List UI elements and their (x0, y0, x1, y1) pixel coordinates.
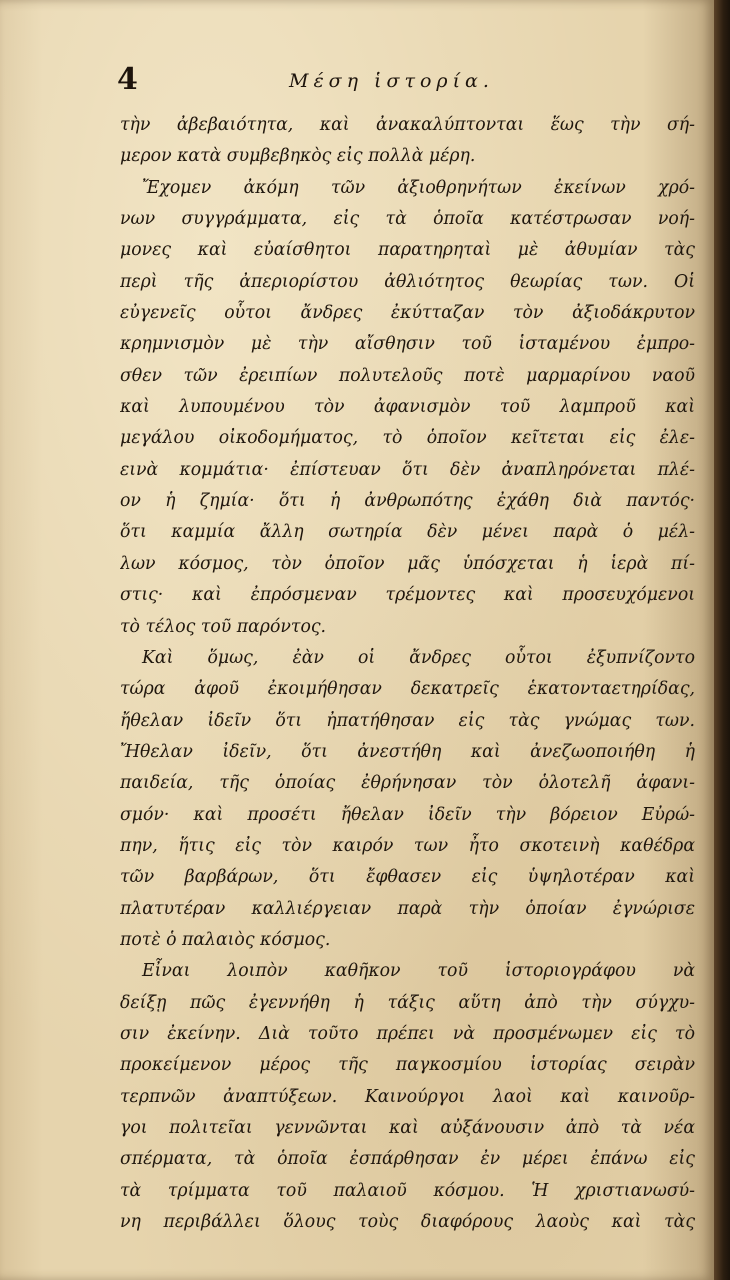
text-line: μονες καὶ εὐαίσθητοι παρατηρηταὶ μὲ ἀθυμίαν τὰς (120, 240, 695, 261)
text-line: τῶν βαρβάρων, ὅτι ἔφθασεν εἰς ὑψηλοτέραν καὶ (120, 867, 695, 888)
text-line: ἤθελαν ἰδεῖν ὅτι ἠπατήθησαν εἰς τὰς γνώμας των. (120, 710, 695, 731)
text-line: μεγάλου οἰκοδομήματος, τὸ ὁποῖον κεῖτεται εἰς ἐλε- (120, 428, 695, 449)
text-line: τερπνῶν ἀναπτύξεων. Καινούργοι λαοὶ καὶ καινοῦρ- (120, 1086, 695, 1107)
text-line: λων κόσμος, τὸν ὁποῖον μᾶς ὑπόσχεται ἡ ἱερὰ πί- (120, 553, 695, 574)
body-text (120, 110, 695, 1238)
text-line: τώρα ἀφοῦ ἐκοιμήθησαν δεκατρεῖς ἑκατονταετηρίδας, (120, 679, 695, 700)
text-line: ποτὲ ὁ παλαιὸς κόσμος. (120, 929, 331, 950)
text-line: σιν ἐκείνην. Διὰ τοῦτο πρέπει νὰ προσμένωμεν εἰς τὸ (120, 1023, 695, 1044)
text-line: στις· καὶ ἐπρόσμεναν τρέμοντες καὶ προσευχόμενοι (120, 585, 695, 606)
text-line: Ἤθελαν ἰδεῖν, ὅτι ἀνεστήθη καὶ ἀνεζωοποιήθη ἡ (120, 741, 695, 762)
text-line: Καὶ ὅμως, ἐὰν οἱ ἄνδρες οὗτοι ἐξυπνίζοντο (142, 647, 695, 668)
text-line: νων συγγράμματα, εἰς τὰ ὁποῖα κατέστρωσαν νοή- (120, 209, 695, 230)
text-line: σθεν τῶν ἐρειπίων πολυτελοῦς ποτὲ μαρμαρίνου ναοῦ (120, 365, 695, 386)
text-line: παιδεία, τῆς ὁποίας ἐθρήνησαν τὸν ὁλοτελῆ ἀφανι- (120, 773, 695, 794)
text-line: πην, ἥτις εἰς τὸν καιρόν των ἦτο σκοτεινὴ καθέδρα (120, 835, 695, 856)
book-gutter-edge (714, 0, 730, 1280)
page-header (117, 62, 537, 102)
text-line: πλατυτέραν καλλιέργειαν παρὰ τὴν ὁποίαν ἐγνώρισε (120, 898, 695, 919)
text-line: τὸ τέλος τοῦ παρόντος. (120, 616, 327, 637)
text-line: γοι πολιτεῖαι γεννῶνται καὶ αὐξάνουσιν ἀπὸ τὰ νέα (120, 1118, 695, 1138)
text-line: σπέρματα, τὰ ὁποῖα ἐσπάρθησαν ἐν μέρει ἐπάνω εἰς (120, 1149, 695, 1170)
text-line: εινὰ κομμάτια· ἐπίστευαν ὅτι δὲν ἀναπληρόνεται πλέ- (120, 459, 695, 480)
text-line: εὐγενεῖς οὗτοι ἄνδρες ἐκύτταζαν τὸν ἀξιοδάκρυτον (120, 303, 695, 324)
text-line: δείξῃ πῶς ἐγεννήθη ἡ τάξις αὕτη ἀπὸ τὴν σύγχυ- (120, 992, 695, 1013)
text-line: νη περιβάλλει ὅλους τοὺς διαφόρους λαοὺς καὶ τὰς (120, 1212, 695, 1233)
text-line: σμόν· καὶ προσέτι ἤθελαν ἰδεῖν τὴν βόρειον Εὐρώ- (120, 804, 695, 825)
page-number: 4 (117, 62, 138, 97)
text-line: Ἔχομεν ἀκόμη τῶν ἀξιοθρηνήτων ἐκείνων χρό- (142, 177, 695, 198)
text-line: τὴν ἀβεβαιότητα, καὶ ἀνακαλύπτονται ἕως τὴν σή- (120, 115, 695, 135)
text-line: καὶ λυπουμένου τὸν ἀφανισμὸν τοῦ λαμπροῦ καὶ (120, 397, 695, 418)
running-title: Μέση ἱστορία. (289, 70, 494, 92)
text-line: Εἶναι λοιπὸν καθῆκον τοῦ ἱστοριογράφου νὰ (142, 961, 695, 982)
text-line: τὰ τρίμματα τοῦ παλαιοῦ κόσμου. Ἡ χριστιανωσύ- (120, 1180, 695, 1201)
text-line: περὶ τῆς ἀπεριορίστου ἀθλιότητος θεωρίας των. Οἱ (120, 271, 695, 292)
text-line: ὅτι καμμία ἄλλη σωτηρία δὲν μένει παρὰ ὁ μέλ- (120, 522, 695, 543)
text-line: προκείμενον μέρος τῆς παγκοσμίου ἱστορίας σειρὰν (120, 1055, 695, 1076)
text-line: μερον κατὰ συμβεβηκὸς εἰς πολλὰ μέρη. (120, 146, 476, 167)
text-line: κρημνισμὸν μὲ τὴν αἴσθησιν τοῦ ἱσταμένου ἐμπρο- (120, 334, 695, 355)
text-line: ον ἡ ζημία· ὅτι ἡ ἀνθρωπότης ἐχάθη διὰ παντός· (120, 491, 695, 512)
